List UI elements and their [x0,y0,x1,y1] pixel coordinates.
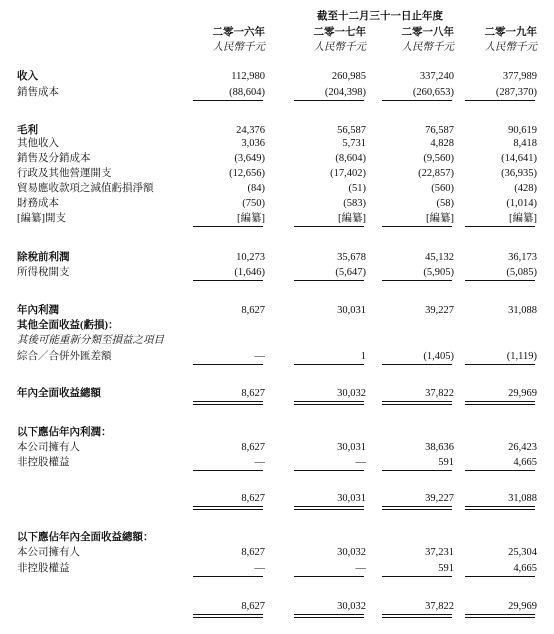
cell-value: 260,985 [331,71,366,82]
cell-value: 37,822 [425,388,454,399]
cell-value: 30,032 [337,601,366,612]
cell-value: 8,627 [241,493,265,504]
underline-rule [465,226,535,227]
underline-rule [193,100,263,101]
cell-value: 337,240 [419,71,454,82]
cell-value: 30,032 [337,388,366,399]
row-label: 其他全面收益(虧損)： [17,320,119,331]
underline-rule [193,509,263,510]
cell-value: 26,423 [508,442,537,453]
column-year: 二零一七年 [313,27,366,38]
underline-rule [294,509,364,510]
underline-rule [193,617,263,618]
cell-value: [編纂] [338,213,366,224]
cell-value: [編纂] [509,213,537,224]
cell-value: (3,649) [234,153,265,164]
column-unit: 人民幣千元 [313,42,366,53]
row-label: 收入 [17,71,38,82]
underline-rule [294,364,364,365]
cell-value: (88,604) [229,87,265,98]
cell-value: 38,636 [425,442,454,453]
cell-value: 4,828 [430,138,454,149]
underline-rule [465,280,535,281]
underline-rule [382,617,452,618]
row-label: 毛利 [17,125,38,136]
underline-rule [294,100,364,101]
underline-rule [193,401,263,402]
cell-value: — [355,457,366,468]
row-label: 非控股權益 [17,563,70,574]
cell-value: (58) [436,198,454,209]
cell-value: 5,731 [342,138,366,149]
column-unit: 人民幣千元 [484,42,537,53]
underline-rule [294,401,364,402]
row-label: 其他收入 [17,138,59,149]
underline-rule [465,614,535,615]
cell-value: (750) [242,198,265,209]
cell-value: 39,227 [425,305,454,316]
period-header: 截至十二月三十一日止年度 [317,11,443,22]
underline-rule [382,404,452,405]
row-label: [編纂]開支 [17,213,66,224]
underline-rule [294,226,364,227]
row-label: 年內利潤 [17,305,59,316]
cell-value: 31,088 [508,305,537,316]
cell-value: 56,587 [337,125,366,136]
cell-value: (51) [348,183,366,194]
cell-value: 8,627 [241,388,265,399]
column-unit: 人民幣千元 [212,42,265,53]
cell-value: (5,647) [335,267,366,278]
underline-rule [382,470,452,471]
cell-value: (9,560) [423,153,454,164]
cell-value: 30,031 [337,493,366,504]
underline-rule [382,576,452,577]
underline-rule [294,280,364,281]
cell-value: (260,653) [412,87,454,98]
underline-rule [382,364,452,365]
cell-value: 30,031 [337,442,366,453]
underline-rule [465,100,535,101]
cell-value: 8,627 [241,601,265,612]
underline-rule [382,401,452,402]
cell-value: [編纂] [237,213,265,224]
underline-rule [193,614,263,615]
cell-value: 377,989 [502,71,537,82]
cell-value: 8,627 [241,305,265,316]
underline-rule [382,280,452,281]
underline-rule [382,509,452,510]
underline-rule [465,617,535,618]
cell-value: 4,665 [513,563,537,574]
cell-value: (1,405) [423,351,454,362]
cell-value: (204,398) [324,87,366,98]
underline-rule [294,614,364,615]
underline-rule [193,280,263,281]
row-label: 年內全面收益總額 [17,388,101,399]
cell-value: (22,857) [418,168,454,179]
cell-value: 24,376 [236,125,265,136]
cell-value: — [254,351,265,362]
cell-value: (1,646) [234,267,265,278]
cell-value: 35,678 [337,252,366,263]
column-year: 二零一八年 [401,27,454,38]
cell-value: 37,231 [425,547,454,558]
cell-value: (428) [514,183,537,194]
column-year: 二零一六年 [212,27,265,38]
row-label: 本公司擁有人 [17,442,80,453]
row-label: 貿易應收款項之減值虧損淨額 [17,183,154,194]
row-label: 以下應佔年內全面收益總額： [17,532,154,543]
cell-value: 8,627 [241,442,265,453]
cell-value: (12,656) [229,168,265,179]
underline-rule [193,404,263,405]
cell-value: 29,969 [508,388,537,399]
cell-value: 90,619 [508,125,537,136]
underline-rule [294,506,364,507]
cell-value: — [254,457,265,468]
underline-rule [193,364,263,365]
cell-value: (36,935) [501,168,537,179]
row-label: 其後可能重新分類至損益之項目 [17,335,164,346]
cell-value: 591 [438,457,454,468]
underline-rule [465,364,535,365]
cell-value: 39,227 [425,493,454,504]
cell-value: (17,402) [330,168,366,179]
cell-value: — [355,563,366,574]
cell-value: 10,273 [236,252,265,263]
column-unit: 人民幣千元 [401,42,454,53]
underline-rule [465,404,535,405]
underline-rule [193,470,263,471]
row-label: 財務成本 [17,198,59,209]
row-label: 非控股權益 [17,457,70,468]
cell-value: 29,969 [508,601,537,612]
underline-rule [465,506,535,507]
cell-value: — [254,563,265,574]
underline-rule [294,576,364,577]
cell-value: 37,822 [425,601,454,612]
cell-value: (1,119) [506,351,537,362]
cell-value: 25,304 [508,547,537,558]
cell-value: (8,604) [335,153,366,164]
row-label: 以下應佔年內利潤： [17,427,112,438]
cell-value: [編纂] [426,213,454,224]
underline-rule [465,401,535,402]
cell-value: (1,014) [506,198,537,209]
underline-rule [465,509,535,510]
cell-value: 8,627 [241,547,265,558]
underline-rule [465,470,535,471]
cell-value: 30,031 [337,305,366,316]
cell-value: (84) [247,183,265,194]
cell-value: (560) [431,183,454,194]
underline-rule [382,226,452,227]
cell-value: 3,036 [241,138,265,149]
cell-value: 1 [360,351,366,362]
cell-value: 4,665 [513,457,537,468]
cell-value: (287,370) [495,87,537,98]
cell-value: 112,980 [231,71,265,82]
row-label: 綜合／合併外匯差額 [17,351,112,362]
underline-rule [193,576,263,577]
row-label: 行政及其他營運開支 [17,168,112,179]
row-label: 銷售及分銷成本 [17,153,91,164]
cell-value: 76,587 [425,125,454,136]
row-label: 除稅前利潤 [17,252,70,263]
underline-rule [382,100,452,101]
underline-rule [294,617,364,618]
cell-value: 591 [438,563,454,574]
underline-rule [193,226,263,227]
cell-value: 30,032 [337,547,366,558]
cell-value: 45,132 [425,252,454,263]
underline-rule [294,470,364,471]
underline-rule [465,576,535,577]
cell-value: (5,905) [423,267,454,278]
row-label: 所得稅開支 [17,267,70,278]
cell-value: 31,088 [508,493,537,504]
underline-rule [382,506,452,507]
column-year: 二零一九年 [484,27,537,38]
row-label: 銷售成本 [17,87,59,98]
cell-value: (14,641) [501,153,537,164]
underline-rule [294,404,364,405]
cell-value: (5,085) [506,267,537,278]
underline-rule [382,614,452,615]
cell-value: 8,418 [513,138,537,149]
cell-value: 36,173 [508,252,537,263]
row-label: 本公司擁有人 [17,547,80,558]
underline-rule [193,506,263,507]
cell-value: (583) [343,198,366,209]
